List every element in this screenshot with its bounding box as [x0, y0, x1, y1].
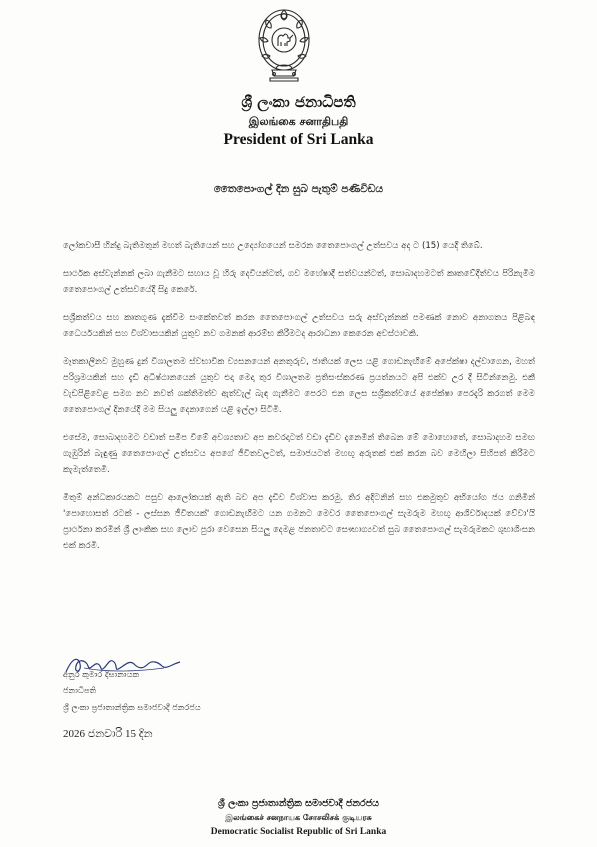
- paragraph: ලෝකවාසී හින්දු බැතිමතුන් මහත් බැතියෙන් සහ උද්‍යෝගයෙන් සමරන තෛපොංගල් උත්සවය අද ට (15) යෙදී තිබේ.: [63, 241, 483, 251]
- letter-date: 2026 ජනවාරි 15 දින: [63, 728, 153, 740]
- footer-sinhala: ශ්‍රී ලංකා ප්‍රජාතාන්ත්‍රික සමාජවාදී ජනරජය: [217, 798, 380, 809]
- document-title: තෛපොංගල් දින සුබ පැතුම් පණිවිඩය: [213, 183, 384, 195]
- paragraph: මීතුම් අන්ධකාරයකට පසුව ආලෝකයක් ඇති බව අප දැඩිව විශ්වාස කරමු. තිර අදිටනින් සහ එකමුතුව අභියෝග ජය ගනිමින් 'පොහොසත් රටක් - ලස්සන ජීවිතයක්' ගොඩනැඟීමට යන ගමනට මෙවර තෛපොංගල් සැමරුම මහඟු ආශිර්වාදයක් වේවා'යි ප්‍රාර්ථනා කරමින් ශ්‍රී ලාංකික සහ ලොව පුරා වෙසෙන සියලු දෙමළ ජනතාවට සෞභාග්‍යවත් සුබ තෛපොංගල් සැමරුමකට ශුභාශිංසන එක් කරමි.: [63, 493, 535, 551]
- paragraph: මෑතකාලීනව මුහුණ දුන් විශාලතම ස්වභාවික ව්‍යසනයෙන් අනතුරුව, ජාතියක් ලෙස යළි ගොඩනැඟීමේ අපේක්ෂා දල්වාගෙන, මහත් පරිශ්‍රමයකින් සහ දැඩි අධිෂ්ඨානයෙන් යුතුව එදා මෙදා තුර විශාලතම ප්‍රතිසංස්කරණ ප්‍රයත්නයට අපි එක්ව උර දී සිටින්නෙමු. එකී වැඩපිළිවෙළ සමග නව නවත් ශක්තිමත්ව ඇත්වැල් බැඳ ගැනීමට පෙරට එන ලෙස සශ්‍රීකත්වයේ අපේක්ෂා පෙරදැරි කරගත් මෙම තෛපොංගල් දිනයේදී මම සියලු දෙනාගෙන් යළි ඉල්ලා සිටිමි.: [63, 357, 535, 415]
- header-title-tamil: இலங்கை சனாதிபதி: [248, 115, 349, 128]
- footer-tamil: இலங்கைச் சனநாயக சோசலிசக் குடியரசு: [225, 813, 372, 822]
- paragraph: සශ්‍රීකත්වය සහ කෘතගුණ දැක්වීම සංකේතවත් කරන තෛපොංගල් උත්සවය සරු අස්වැන්නක් පමණක් නොව අනාගතය පිළිබඳ ධෛර්යයකින් සහ විශ්වාසයකින් යුතුව නව ගමනක් ආරම්භ කිරීමටද ආරාධනා කෙරෙන අවස්ථාවකි.: [63, 313, 535, 339]
- header-title-sinhala: ශ්‍රී ලංකා ජනාධිපති: [241, 93, 356, 111]
- sri-lanka-emblem-icon: [254, 6, 314, 86]
- signatory-name: අනුර කුමාර දිසානායක: [63, 669, 140, 679]
- document-body: [63, 238, 535, 566]
- signatory-title: ජනාධිපති: [63, 685, 97, 695]
- paragraph: එසේම, සොබාදහමට වඩාත් සමීප වීමේ අවශ්‍යතාව අප කවරදාටත් වඩා දැඩිව දැනෙමින් තිබෙන මේ මොහොතේ, සොබාදහම සමඟ ගැඹුරින් බැඳුණු තෛපොංගල් උත්සවය අපගේ ජීවිතවලටත්, සමාජයටත් මහඟු අරුතක් එක් කරන බව මෙහිලා සිහිපත් කිරීමට කැමැත්තෙමි.: [63, 433, 535, 475]
- footer-english: Democratic Socialist Republic of Sri Lanka: [210, 827, 387, 837]
- header-title-english: President of Sri Lanka: [223, 131, 374, 148]
- paragraph: සාර්ථක අස්වැන්නක් ලබා ගැනීමට සහාය වූ හිරු දෙවියන්ටත්, ගව මහේෂාදී සත්වයන්ටත්, සොබාදහමටත් කෘතවේදීත්වය පිරිනැමීම තෛපොංගල් උත්සවයේදී සිදු කෙරේ.: [63, 269, 535, 295]
- signatory-country: ශ්‍රී ලංකා ප්‍රජාතාන්ත්‍රික සමාජවාදී ජනරජය: [63, 702, 201, 712]
